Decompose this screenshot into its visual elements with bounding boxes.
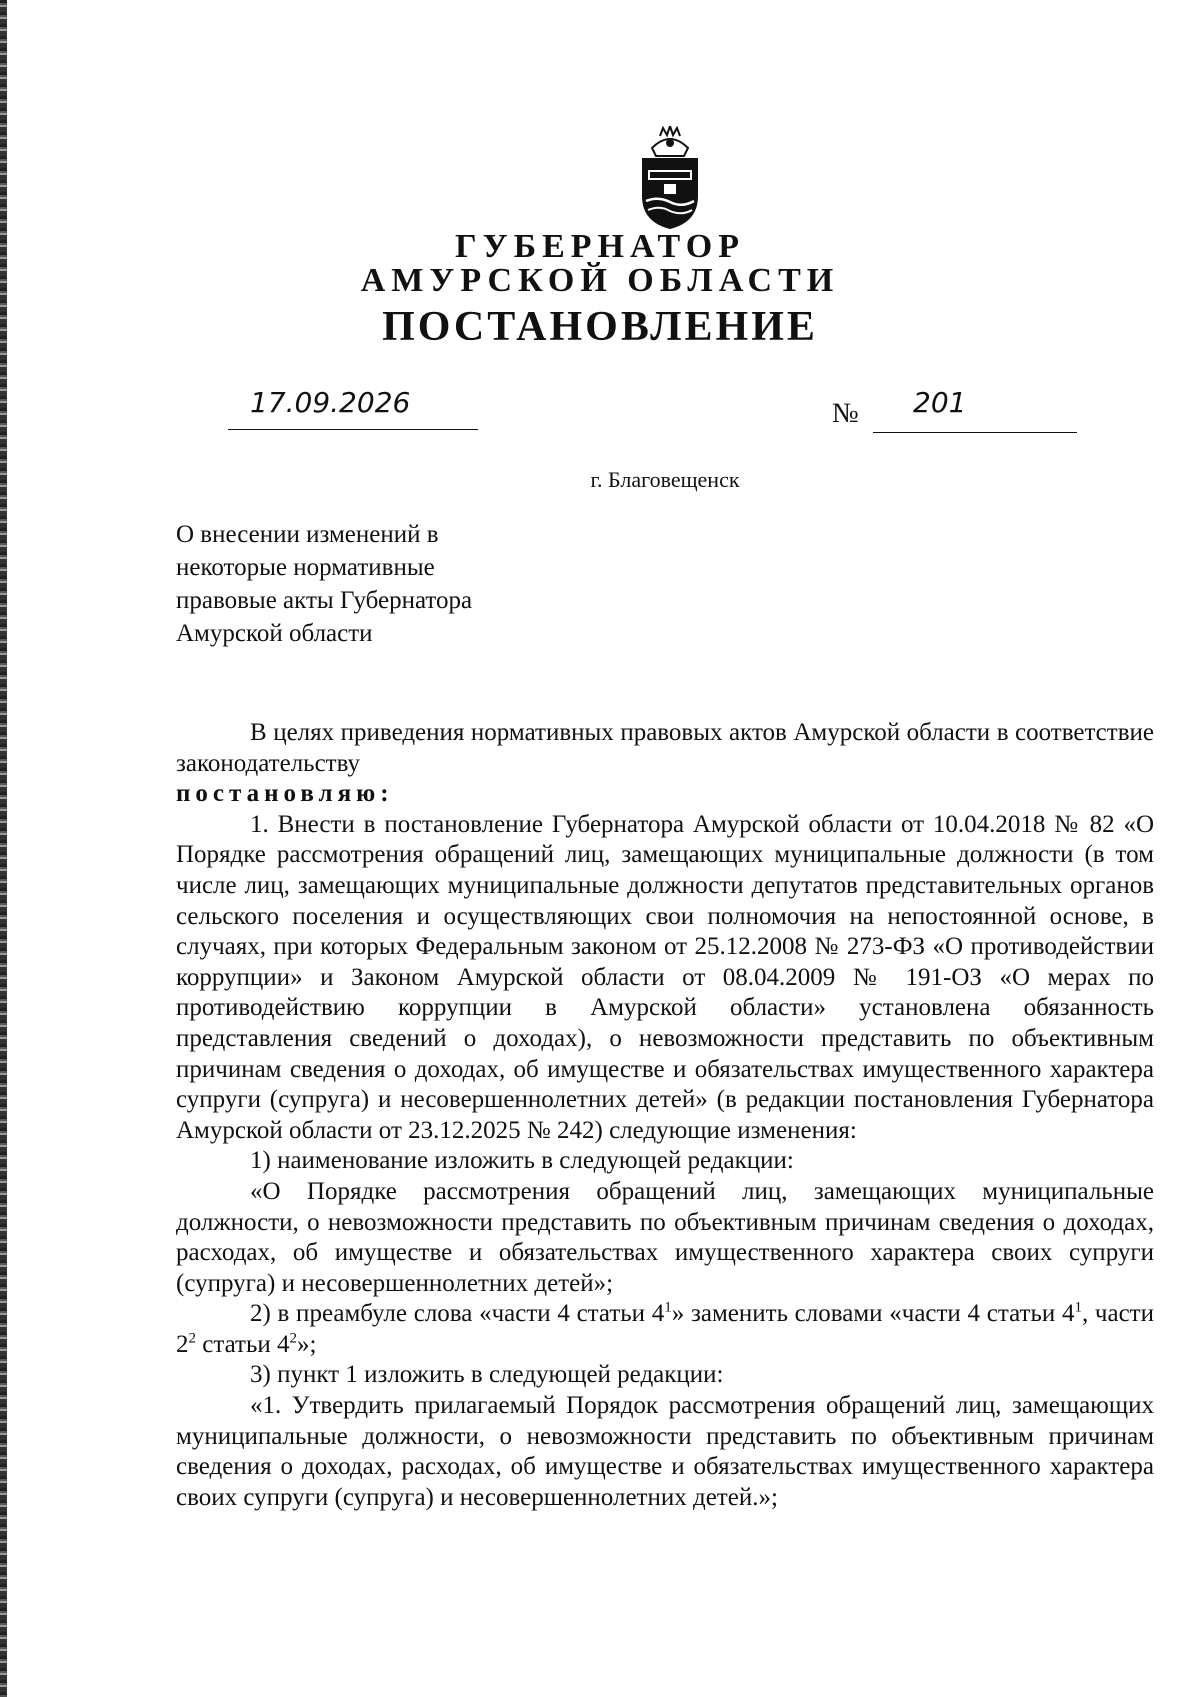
item-2-text: »; [296, 1330, 317, 1358]
item-1: 1) наименование изложить в следующей редакции: [250, 1147, 794, 1175]
decree-word: постановляю: [176, 780, 394, 808]
subject-line: Амурской области [176, 620, 373, 647]
item-2-text: 2) в преамбуле слова «части 4 статьи 4 [250, 1300, 665, 1328]
preamble: В целях приведения нормативных правовых актов Амурской области в соответствие законодательству [176, 719, 1154, 777]
city: г. Благовещенск [590, 467, 740, 492]
handwritten-number: 201 [913, 386, 967, 419]
superscript: 1 [1074, 1299, 1082, 1316]
document-subject [176, 518, 516, 650]
item-2 [176, 1299, 1154, 1360]
subject-line: правовые акты Губернатора [176, 587, 473, 614]
item-3-text: «1. Утвердить прилагаемый Порядок рассмотрения обращений лиц, замещающих муниципальные должности, о невозможности представить по объективным причинам сведения о доходах, расходах, об имуществе и обязательствах имущественного характера своих супруги (супруга) и несовершеннолетних детей.»; [176, 1392, 1154, 1511]
number-label: № [832, 398, 859, 429]
issuer-region: АМУРСКОЙ ОБЛАСТИ [360, 262, 840, 299]
number-underline [873, 432, 1077, 433]
date-underline [228, 429, 478, 430]
item-2-text: » заменить словами «части 4 статьи 4 [671, 1300, 1075, 1328]
item-2-text: статьи 4 [196, 1330, 290, 1358]
superscript: 2 [289, 1330, 297, 1347]
coat-of-arms-emblem [630, 126, 710, 231]
item-1-text: «О Порядке рассмотрения обращений лиц, замещающих муниципальные должности, о невозможности представить по объективным причинам сведения о доходах, расходах, об имуществе и обязательствах имущественного характера своих супруги (супруга) и несовершеннолетних детей»; [176, 1177, 1154, 1297]
subject-line: О внесении изменений в [176, 521, 439, 548]
handwritten-date: 17.09.2026 [250, 386, 411, 419]
issuer-title: ГУБЕРНАТОР [455, 228, 745, 265]
item-3: 3) пункт 1 изложить в следующей редакции: [250, 1361, 724, 1389]
subject-line: некоторые нормативные [176, 554, 435, 581]
paragraph-1: 1. Внести в постановление Губернатора Амурской области от 10.04.2018 № 82 «О Порядке рассмотрения обращений лиц, замещающих муниципальные должности (в том числе лиц, замещающих муниципальные должности депутатов представительных органов сельского поселения и осуществляющих свои полномочия на непостоянной основе, в случаях, при которых Федеральным законом от 25.12.2008 № 273-ФЗ «О противодействии коррупции» и Законом Амурской области от 08.04.2009 № 191-ОЗ «О мерах по противодействию коррупции в Амурской области» установлена обязанность представления сведений о доходах), о невозможности представить по объективным причинам сведения о доходах, об имуществе и обязательствах имущественного характера супруги (супруга) и несовершеннолетних детей» (в редакции постановления Губернатора Амурской области от 23.12.2025 № 242) следующие изменения: [176, 810, 1154, 1144]
superscript: 2 [188, 1330, 196, 1347]
document-body [176, 718, 1154, 1513]
superscript: 1 [664, 1299, 672, 1316]
item-2-text: , части 2 [176, 1300, 1154, 1358]
document-type: ПОСТАНОВЛЕНИЕ [382, 304, 818, 350]
